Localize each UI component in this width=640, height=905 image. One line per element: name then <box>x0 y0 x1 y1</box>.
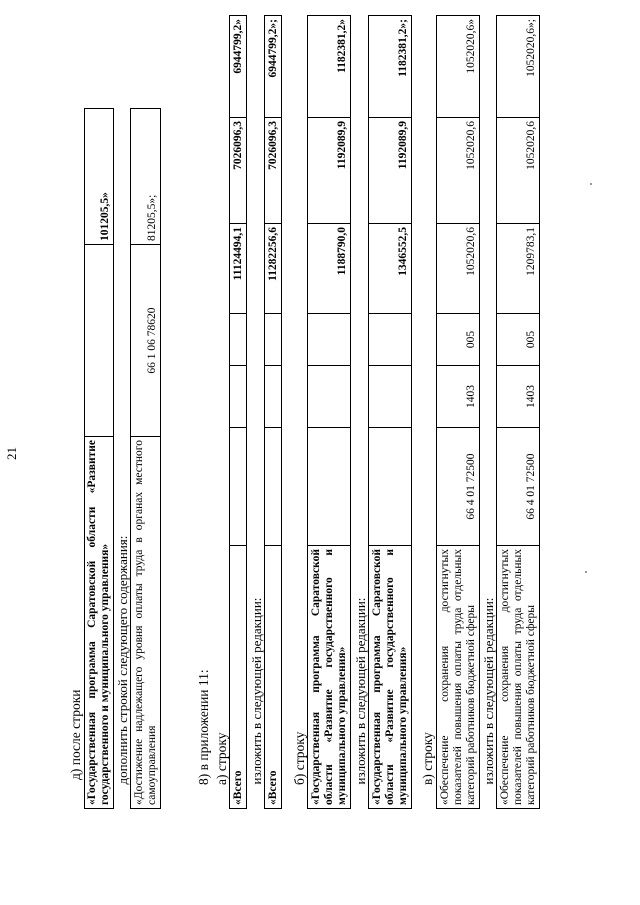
subsection-b-label: б) строку <box>292 731 307 785</box>
value-cell: 1346552,5 <box>369 224 412 314</box>
value-cell: 1182381,2»; <box>369 16 412 118</box>
caption: дополнить строкой следующего содержания: <box>114 109 131 809</box>
value-cell: 7026096,3 <box>230 118 247 224</box>
value-cell: 6944799,2»; <box>265 16 282 118</box>
subsection-a-table <box>229 15 282 809</box>
scan-speck <box>585 571 587 573</box>
value-cell: 1192089,9 <box>369 118 412 224</box>
section-code-cell: 1403 <box>437 366 480 428</box>
subsection-c-table <box>436 15 540 809</box>
value-cell: 1052020,6 <box>437 224 480 314</box>
value-cell: 1192089,9 <box>308 118 351 224</box>
value-cell: 1052020,6» <box>437 16 480 118</box>
program-name-cell: «Государственная программа Саратовской области «Развитие государственного и муниципального управления» <box>308 546 351 809</box>
value-cell: 101205,5» <box>85 109 114 245</box>
target-code-cell: 66 4 01 72500 <box>497 428 540 546</box>
table-row <box>265 16 282 809</box>
total-label-cell: «Всего <box>230 546 247 809</box>
table-row <box>308 16 351 809</box>
caption-row <box>114 109 131 809</box>
row-name-cell: «Достижение надлежащего уровня оплаты труда в органах местного самоуправления <box>131 437 161 809</box>
caption-row <box>480 16 497 809</box>
subsection-c-label: в) строку <box>420 732 435 785</box>
section-d-table <box>84 108 161 809</box>
caption: изложить в следующей редакции: <box>247 16 265 809</box>
page-number: 21 <box>4 447 19 460</box>
section-8-heading: 8) в приложении 11: <box>196 669 211 785</box>
total-label-cell: «Всего <box>265 546 282 809</box>
expense-type-cell: 005 <box>497 314 540 366</box>
value-cell: 7026096,3 <box>265 118 282 224</box>
table-row <box>131 109 161 809</box>
program-name-cell: «Государственная программа Саратовской области «Развитие государственного и муниципального управления» <box>85 437 114 809</box>
subsection-a-label: а) строку <box>214 732 229 785</box>
value-cell: 81205,5»; <box>131 109 161 245</box>
program-name-cell: «Государственная программа Саратовской области «Развитие государственного и муниципального управления» <box>369 546 412 809</box>
target-code-cell: 66 4 01 72500 <box>437 428 480 546</box>
value-cell: 11282256,6 <box>265 224 282 314</box>
table-row <box>230 16 247 809</box>
value-cell: 1209783,1 <box>497 224 540 314</box>
caption-row <box>247 16 265 809</box>
value-cell: 1182381,2» <box>308 16 351 118</box>
scan-speck <box>590 183 592 185</box>
table-row <box>85 109 114 809</box>
section-code-cell: 1403 <box>497 366 540 428</box>
value-cell: 6944799,2» <box>230 16 247 118</box>
caption-row <box>351 16 369 809</box>
caption: изложить в следующей редакции: <box>351 16 369 809</box>
caption: изложить в следующей редакции: <box>480 16 497 809</box>
value-cell: 1188790,0 <box>308 224 351 314</box>
section-d-intro: д) после строки <box>68 689 83 780</box>
row-name-cell: «Обеспечение сохранения достигнутых показателей повышения оплаты труда отдельных категорий работников бюджетной сферы <box>497 546 540 809</box>
expense-type-cell: 005 <box>437 314 480 366</box>
table-row <box>497 16 540 809</box>
table-row <box>437 16 480 809</box>
value-cell: 11124494,1 <box>230 224 247 314</box>
value-cell: 1052020,6 <box>437 118 480 224</box>
subsection-b-table <box>307 15 412 809</box>
target-code-cell: 66 1 06 78620 <box>131 245 161 437</box>
row-name-cell: «Обеспечение сохранения достигнутых показателей повышения оплаты труда отдельных категорий работников бюджетной сферы <box>437 546 480 809</box>
value-cell: 1052020,6 <box>497 118 540 224</box>
value-cell: 1052020,6»; <box>497 16 540 118</box>
table-row <box>369 16 412 809</box>
